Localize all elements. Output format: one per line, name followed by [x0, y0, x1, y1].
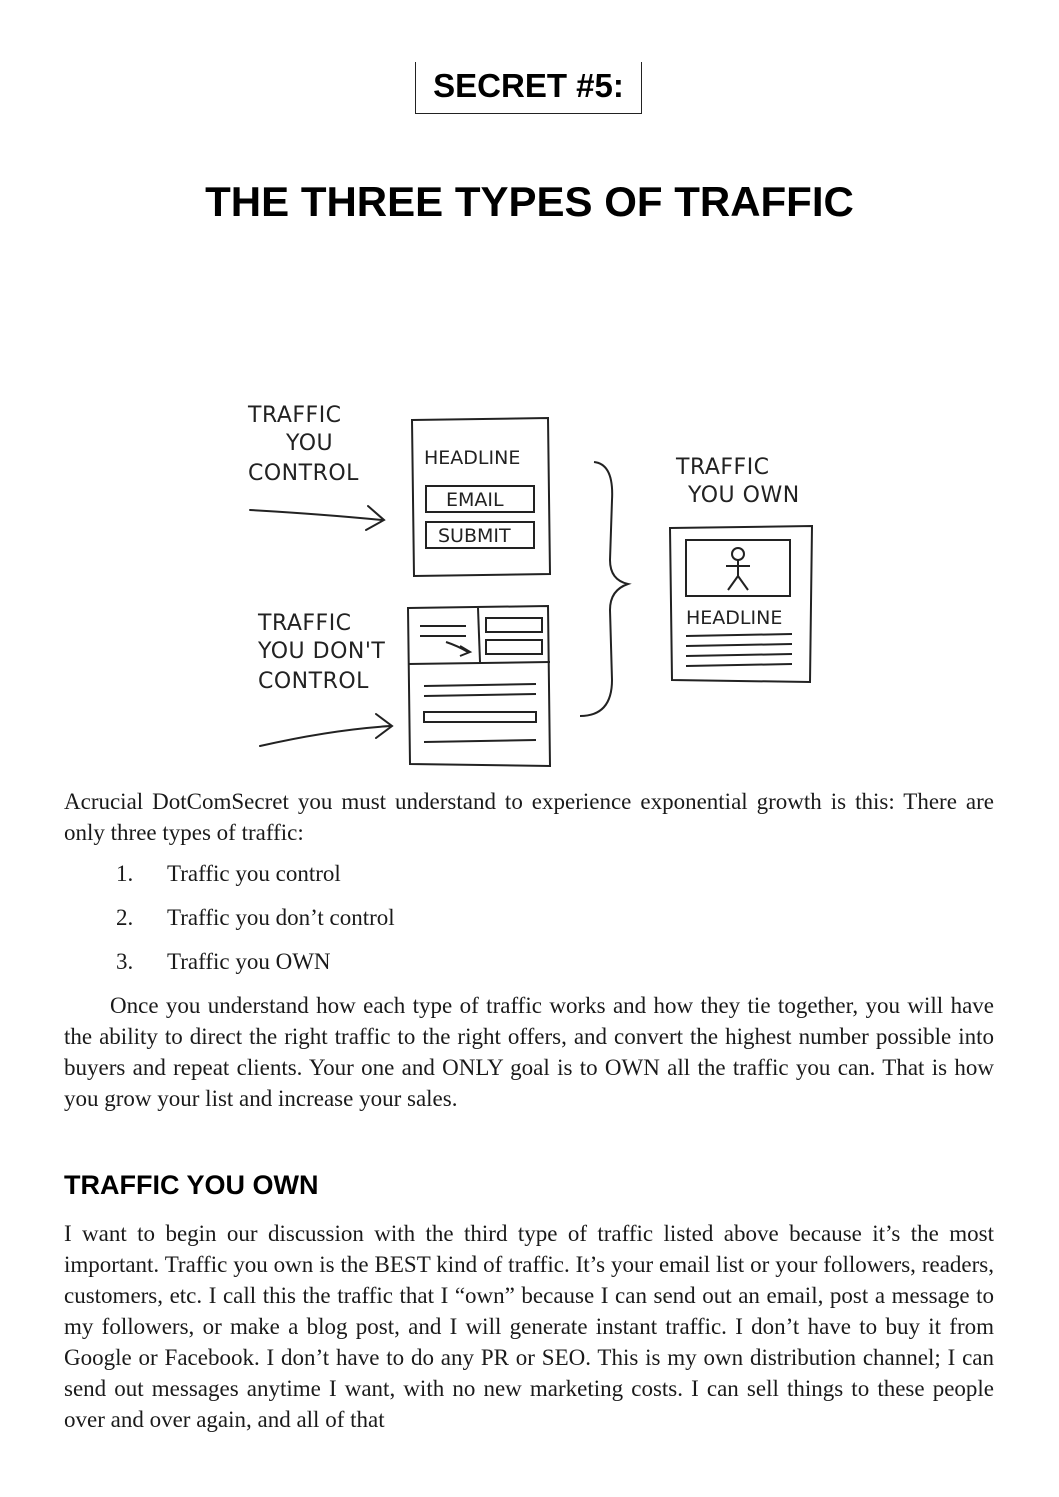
- traffic-types-illustration: [240, 390, 830, 775]
- label-control-line3: CONTROL: [248, 461, 359, 486]
- secret-number-box: SECRET #5:: [415, 62, 642, 114]
- arrow-right-icon: [260, 714, 392, 746]
- second-paragraph: Once you understand how each type of traffic works and how they tie together, you will have the ability to direct the right traffic to the right offers, and convert the highest number possible into buyers and repeat clients. Your one and ONLY goal is to OWN all the traffic you can. That is how you grow your list and increase your sales.: [64, 993, 994, 1111]
- section-heading: TRAFFIC YOU OWN: [64, 1170, 319, 1200]
- label-own-line2: YOU OWN: [688, 483, 800, 508]
- optin-email-text: EMAIL: [446, 489, 504, 511]
- list-item: [64, 946, 994, 990]
- list-item-number: 1.: [116, 861, 134, 886]
- label-control-line1: TRAFFIC: [248, 403, 342, 428]
- list-item: [64, 858, 994, 902]
- chapter-title: THE THREE TYPES OF TRAFFIC: [205, 178, 854, 225]
- optin-submit-text: SUBMIT: [438, 525, 511, 547]
- arrow-right-icon: [250, 506, 384, 530]
- list-item-text: Traffic you OWN: [167, 949, 331, 974]
- website-page-sketch: [408, 606, 550, 766]
- third-paragraph: I want to begin our discussion with the third type of traffic listed above because it’s the most important. Traffic you own is the BEST kind of traffic. It’s your email list or your followers, readers, customers, etc. I call this the traffic that I “own” because I can send out an email, post a message to my followers, or make a blog post, and I will generate instant traffic. I don’t have to buy it from Google or Facebook. I don’t have to do any PR or SEO. This is my own distribution channel; I can send out messages anytime I want, with no new marketing costs. I can sell things to these people over and over again, and all of that: [64, 1221, 994, 1432]
- label-dont-control-line3: CONTROL: [258, 669, 369, 694]
- optin-headline-text: HEADLINE: [424, 447, 521, 469]
- list-item: [64, 902, 994, 946]
- label-control-line2: YOU: [286, 431, 334, 456]
- label-dont-control-line1: TRAFFIC: [258, 611, 352, 636]
- owned-headline-text: HEADLINE: [686, 607, 783, 629]
- owned-page-sketch: [670, 526, 812, 682]
- list-item-text: Traffic you control: [167, 861, 341, 886]
- list-item-text: Traffic you don’t control: [167, 905, 395, 930]
- intro-paragraph: Acrucial DotComSecret you must understand to experience exponential growth is this: There are only three types of traffic:: [64, 789, 994, 845]
- list-item-number: 2.: [116, 905, 134, 930]
- label-dont-control-line2: YOU DON'T: [258, 639, 386, 664]
- label-own-line1: TRAFFIC: [676, 455, 770, 480]
- curly-brace-shape: [580, 462, 628, 716]
- traffic-types-list: [64, 858, 994, 990]
- list-item-number: 3.: [116, 949, 134, 974]
